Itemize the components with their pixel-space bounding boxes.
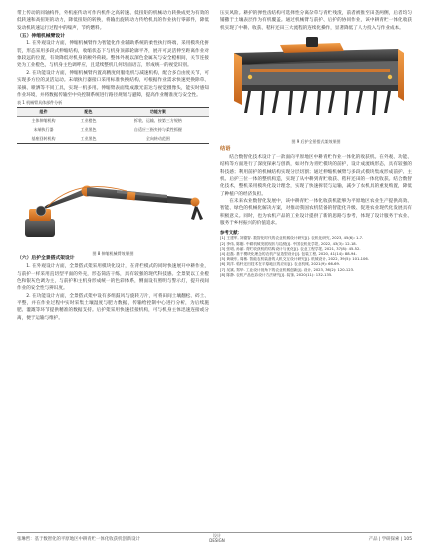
table-cell: 拆装、运输、按第三方规格	[133, 118, 182, 124]
paragraph-conclusion-1: 结合数智化技术设计了一款面向平原地区中耕青贮作业一体化的收获机。在外观、功能、结构等方面进行了深度探索与创新，如对作为青贮模块的前护，设计成流线形态，具有较强的科技感；利用前护的机械结构实现分层切割；通过伸缩机械臂与多段式模块集成形成前护、主机、后护三位一体的整机构造，实现了从中耕到青贮收获、秸秆还田的一体化收获。结合数智化技术，整机采用模块化设计理念，实现了快速拆装与运输，减少了农机具的重复购置，降低了种植户的经济负担。	[220, 155, 412, 197]
footer-page-number: 产品 | 学研探索 | 105	[368, 537, 412, 542]
reference-item: [8] 陈静. 农机产品色彩设计方法研究[J]. 装饰, 2020(11): 132-135.	[220, 272, 333, 277]
reference-item: [4] 赵磊. 基于模块化理念的农机产品造型设计[J]. 包装工程, 2020, 41(14): 88-94.	[220, 252, 357, 257]
table-cell: 主体伸缩机构	[31, 118, 56, 124]
section-heading-6: （六）后护全景搭式架设计	[17, 256, 75, 262]
figure-rear-rack	[220, 35, 412, 143]
table-cell: 工业橙色	[80, 118, 97, 124]
references-list	[220, 236, 412, 278]
telescopic-arm-illustration	[17, 147, 209, 247]
references-title: 参考文献：	[220, 231, 242, 237]
table-cell: 末端执行器	[33, 127, 54, 133]
figure-telescopic-arm	[17, 147, 209, 255]
paragraph-right-intro: 压实风险。耕护的弹性齿结构可选择性分离杂草与青贮残渣，前者被推至田垄两侧，后者均匀铺撒于土壤表层作为有机覆盖。通过机械臂与前护、后护的协同作业，该中耕青贮一体化收获机实现了中耕、收获、秸秆还田三大流程的连续化操作，显著降低了人力投入与作业成本。	[220, 11, 412, 31]
figure-8-caption: 图 8 伸缩机械臂效果图	[92, 250, 134, 256]
table-header: 组件	[17, 108, 70, 117]
paragraph-conclusion-2: 在未来农业数智化发展中，该中耕青贮一体化收获机能够为平原地区农业生产提供高效、智能、绿色的机械化解决方案，对推动我国农机装备的智能化升级、促进农业现代化发展具有积极意义。同时，也为农机产品的工业设计提供了新的思路与参考，体现了设计服务于农业、服务于乡村振兴的价值追求。	[220, 199, 412, 227]
reference-item: [5] 黄晓东, 周敏. 智能农机装备的人机交互设计研究[J]. 机械设计, 2022, 39(5): 101-106.	[220, 257, 369, 262]
table-cell: 自适应三指夹持与柔性抓握	[133, 127, 182, 133]
section-heading-5: （五）伸缩机械臂设计	[17, 33, 65, 39]
reference-item: [6] 刘洋. 秸秆还田技术在平原地区的应用[J]. 农业机械, 2021(9): 66-69.	[220, 262, 341, 267]
table-row	[17, 117, 209, 126]
reference-item: [2] 李伟, 陈刚. 中耕机械发展现状与趋势[J]. 中国农机化学报, 2022, 43(3): 12-18.	[220, 241, 357, 246]
table-caption: 表 1 机械臂具体部件分析	[17, 100, 63, 106]
rear-rack-illustration	[220, 35, 412, 135]
paragraph-rear-appearance: 1. 在外观设计方面，全景搭式架采用模块化设计，在背栏模式的同时快速展开中耕作业，与前护一样采用直切型平面的外壳，形态简洁干练，具有较强的现代科技感。全景架以工业橙色和银灰色调为主，与前护和主机身形成统一的色彩体系，侧面设有照明与警示灯，提升夜间作业的安全性与辨识度。	[17, 264, 209, 292]
table-row	[17, 126, 209, 135]
left-column	[17, 10, 209, 322]
right-column	[220, 10, 412, 278]
table-cell: 工业黑色	[70, 134, 107, 143]
figure-9-caption: 图 9 后护全景搭式架效果图	[291, 139, 341, 145]
table-header: 功能方案	[107, 108, 209, 117]
footer-journal-mark	[205, 534, 229, 543]
paragraph-arm-function: 2. 在功能设计方面，伸缩机械臂内置高精度伺服电机与减速机构，配合多自由度关节，可实现多方位的灵活运动。末端执行器接口采用标准快换结构，可根据作业需求快速更换除草、采摘、喷洒等不同工具，实现一机多用。伸缩臂表面集成激光雷达与视觉摄像头，能实时感知作业环境，并将数据传输至中央控制系统进行路径规划与避障，提高作业精准度与安全性。	[17, 70, 209, 98]
table-header: 配色	[70, 108, 107, 117]
reference-item: [3] 张明, 孙丽. 青贮收获机的结构设计与优化[J]. 农业工程学报, 2021, 37(8): 45-52.	[220, 246, 361, 251]
footer-article-title: 张琳哲：基于数智化的平原地区中耕青贮一体化收获机创新设计	[17, 537, 140, 542]
reference-item: [7] 吴斌, 郑华. 工业设计视角下的农业机械创新[J]. 设计, 2023, 36(2): 120-123.	[220, 267, 355, 272]
paragraph-rear-function: 2. 在功能设计方面，全景搭式架中设有多组鼓风与旋转刀片，可将田间土壤翻松、碎土、平整，并在作业过程中实时采集土壤湿度与肥力数据，传输给控制中心进行分析，为后续施肥、灌溉等环节提供精准的数据支持。后护架采用快速挂接机构，可与机身主体迅速连接或分离，便于运输与维护。	[17, 293, 209, 321]
page-footer	[17, 532, 412, 544]
footer-journal-cn: 设计	[213, 533, 221, 538]
table-cell: 全向转动范围	[107, 134, 209, 143]
reference-item: [1] 王建军, 刘德智. 数智化时代的农业机械设计研究[J]. 农机化研究, 2023, 45(6): 1-7.	[220, 236, 364, 241]
arm-components-table	[17, 100, 209, 144]
table-row	[17, 134, 209, 143]
table-cell: 工业黑色	[80, 127, 97, 133]
paragraph-intro: 带上传动的同轴构件，外机座传动可作内机件之高转速、低扭矩的机械动力转换成更为有效的低转速和高扭矩的动力，降低扭矩的转换，将输出旋转动力传给机具的作业执行零部件，降低发动机转速运行过程中的噪声，节约燃料。	[17, 11, 209, 31]
paragraph-arm-appearance: 1. 在外观设计方面，伸缩机械臂作为智能化作业辅助系统的柔性执行终端，采用模块化拼装，形态采用多段式伸缩结构，收缩状态下与机身顶部轮廓平齐，展开可灵活伸至距离作业对象较远的位置，有效降低对机身的额外荷载。整体外观以深色金属灰与安全橙相间，关节连接处为工业橙色，与机身主色调呼应，且延续整机几何切面语言，形成统一的视觉识别。	[17, 41, 209, 69]
footer-journal-en: DESIGN	[209, 537, 225, 543]
conclusion-heading: 结语	[220, 146, 231, 153]
table-cell: 基座回转机构	[17, 134, 70, 143]
